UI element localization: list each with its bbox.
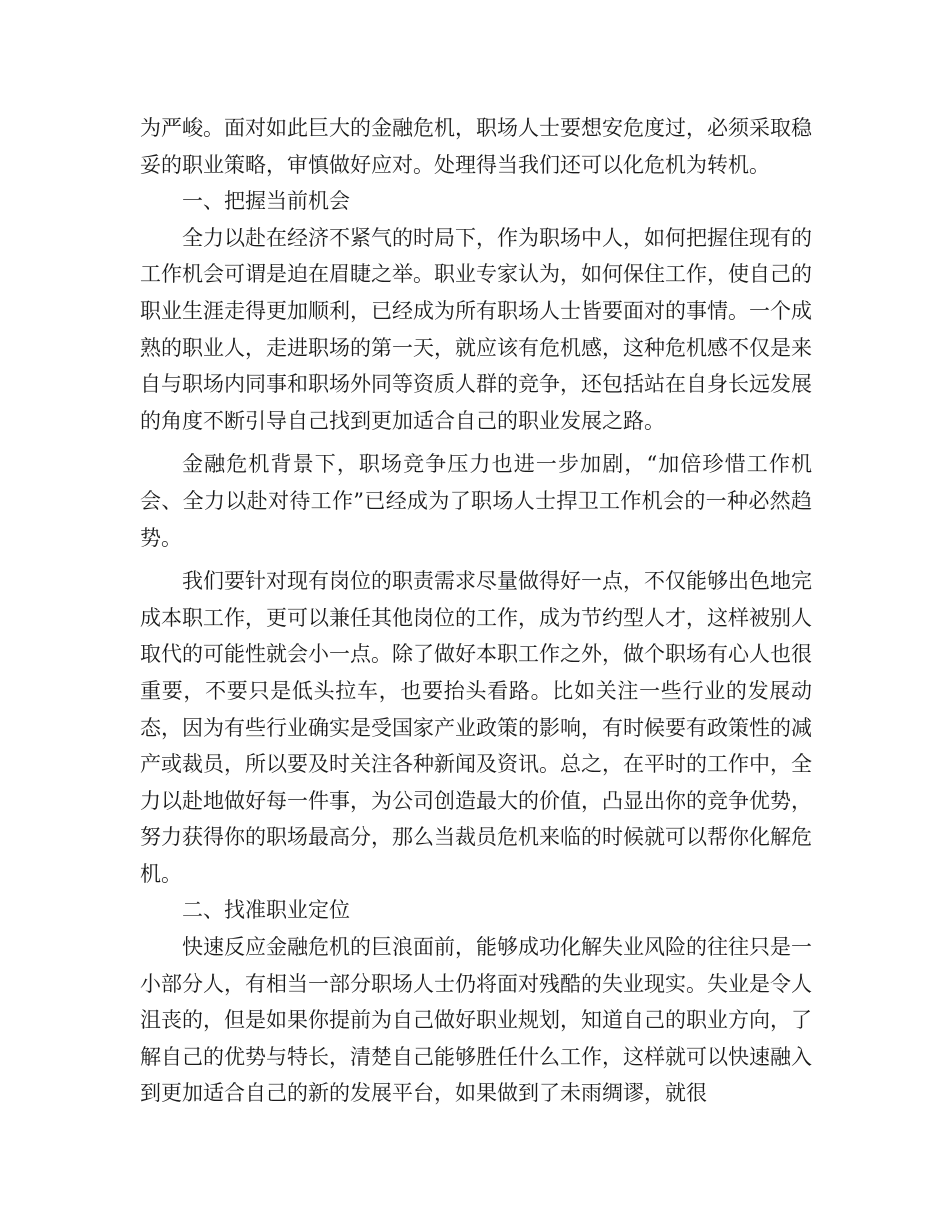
paragraph-gap (140, 556, 812, 563)
paragraph: 全力以赴在经济不紧气的时局下，作为职场中人，如何把握住现有的工作机会可谓是迫在眉睫之举。职业专家认为，如何保住工作，使自己的职业生涯走得更加顺利，已经成为所有职场人士皆要面对的事情。一个成熟的职业人，走进职场的第一天，就应该有危机感，这种危机感不仅是来自与职场内同事和职场外同等资质人群的竞争，还包括站在自身长远发展的角度不断引导自己找到更加适合自己的职业发展之路。 (140, 225, 812, 433)
paragraph: 快速反应金融危机的巨浪面前，能够成功化解失业风险的往往只是一小部分人，有相当一部分职场人士仍将面对残酷的失业现实。失业是令人沮丧的，但是如果你提前为自己做好职业规划，知道自己的职业方向，了解自己的优势与特长，清楚自己能够胜任什么工作，这样就可以快速融入到更加适合自己的新的发展平台，如果做到了未雨绸谬，就很 (140, 935, 812, 1106)
document-body (140, 110, 812, 1112)
paragraph-gap (140, 439, 812, 446)
paragraph-continuation: 为严峻。面对如此巨大的金融危机，职场人士要想安危度过，必须采取稳妥的职业策略，审慎做好应对。处理得当我们还可以化危机为转机。 (140, 116, 812, 177)
paragraph: 金融危机背景下，职场竞争压力也进一步加剧，“加倍珍惜工作机会、全力以赴对待工作”已经成为了职场人士捍卫工作机会的一种必然趋势。 (140, 452, 812, 550)
section-heading-1: 一、把握当前机会 (182, 189, 350, 214)
section-heading-2: 二、找准职业定位 (182, 898, 350, 923)
paragraph: 我们要针对现有岗位的职责需求尽量做得好一点，不仅能够出色地完成本职工作，更可以兼任其他岗位的工作，成为节约型人才，这样被别人取代的可能性就会小一点。除了做好本职工作之外，做个职场有心人也很重要，不要只是低头拉车，也要抬头看路。比如关注一些行业的发展动态，因为有些行业确实是受国家产业政策的影响，有时候要有政策性的减产或裁员，所以要及时关注各种新闻及资讯。总之，在平时的工作中，全力以赴地做好每一件事，为公司创造最大的价值，凸显出你的竞争优势，努力获得你的职场最高分，那么当裁员危机来临的时候就可以帮你化解危机。 (140, 569, 812, 886)
